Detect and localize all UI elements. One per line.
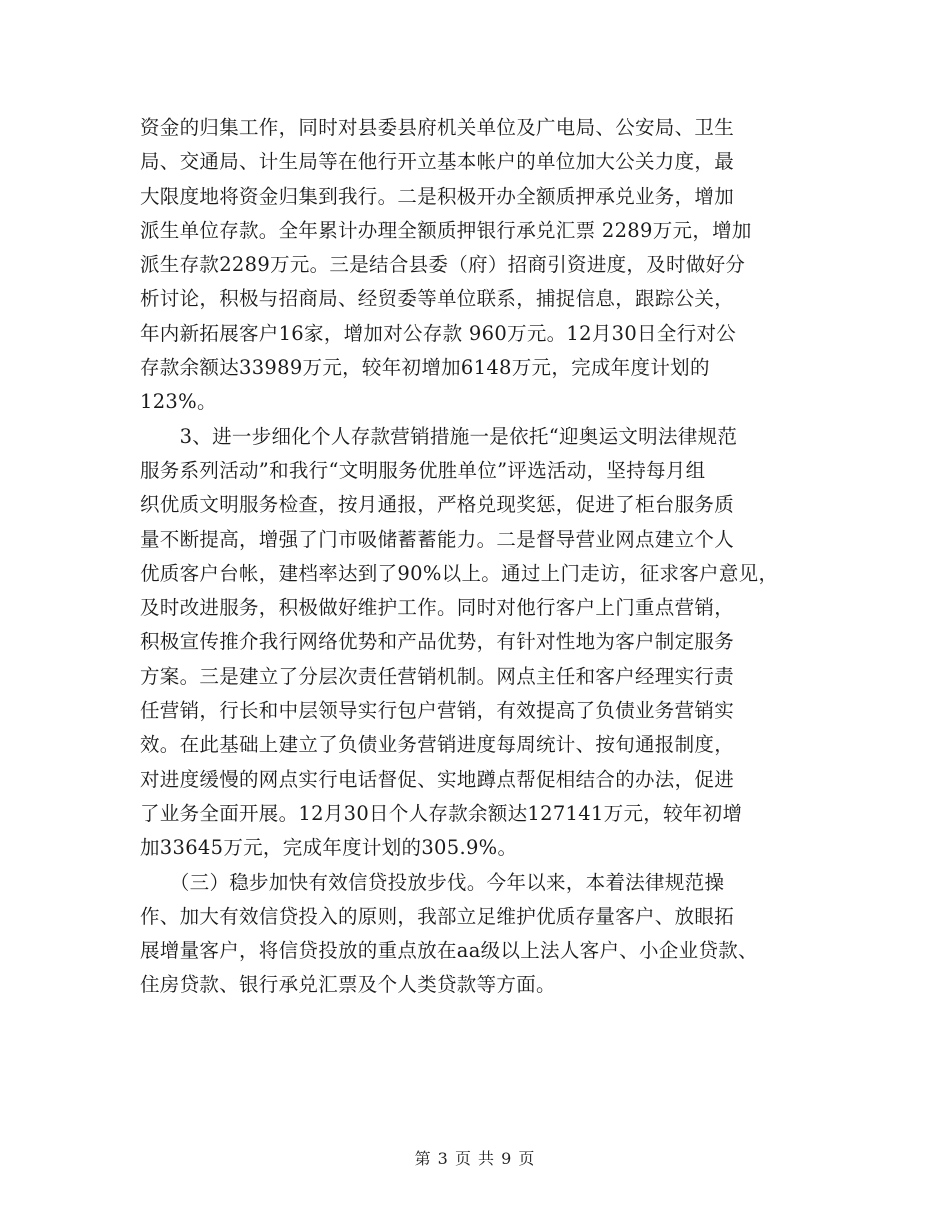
text-line: （三）稳步加快有效信贷投放步伐。今年以来，本着法律规范操 [140, 870, 725, 894]
text-line: 析讨论，积极与招商局、经贸委等单位联系，捕捉信息，跟踪公关， [140, 287, 735, 311]
text-line: 了业务全面开展。12月30日个人存款余额达127141万元，较年初增 [140, 801, 743, 825]
text-line: 对进度缓慢的网点实行电话督促、实地蹲点帮促相结合的办法，促进 [140, 767, 735, 791]
text-line: 量不断提高，增强了门市吸储蓄蓄能力。二是督导营业网点建立个人 [140, 527, 735, 551]
text-line: 局、交通局、计生局等在他行开立基本帐户的单位加大公关力度，最 [140, 150, 735, 174]
text-line: 及时改进服务，积极做好维护工作。同时对他行客户上门重点营销， [140, 596, 735, 620]
page-number-footer: 第 3 页 共 9 页 [414, 1149, 536, 1168]
text-line: 派生单位存款。全年累计办理全额质押银行承兑汇票 2289万元，增加 [140, 218, 752, 242]
text-line: 积极宣传推介我行网络优势和产品优势，有针对性地为客户制定服务 [140, 630, 735, 654]
text-line: 年内新拓展客户16家，增加对公存款 960万元。12月30日全行对公 [140, 321, 737, 345]
text-line: 住房贷款、银行承兑汇票及个人类贷款等方面。 [140, 973, 556, 997]
text-line: 任营销，行长和中层领导实行包户营销，有效提高了负债业务营销实 [140, 699, 735, 723]
text-line: 加33645万元，完成年度计划的305.9%。 [140, 836, 518, 860]
text-line: 123%。 [140, 390, 217, 414]
text-line: 作、加大有效信贷投入的原则，我部立足维护优质存量客户、放眼拓 [140, 904, 735, 928]
text-line: 服务系列活动”和我行“文明服务优胜单位”评选活动，坚持每月组 [140, 458, 706, 482]
text-line: 织优质文明服务检查，按月通报，严格兑现奖惩，促进了柜台服务质 [140, 493, 735, 517]
text-line: 大限度地将资金归集到我行。二是积极开办全额质押承兑业务，增加 [140, 184, 735, 208]
text-line: 派生存款2289万元。三是结合县委（府）招商引资进度，及时做好分 [140, 253, 746, 277]
text-line: 方案。三是建立了分层次责任营销机制。网点主任和客户经理实行责 [140, 664, 735, 688]
body-text [140, 111, 830, 1003]
text-line: 优质客户台帐，建档率达到了90%以上。通过上门走访，征求客户意见， [140, 561, 779, 585]
text-line: 资金的归集工作，同时对县委县府机关单位及广电局、公安局、卫生 [140, 116, 735, 139]
text-line: 展增量客户，将信贷投放的重点放在aa级以上法人客户、小企业贷款、 [140, 939, 758, 963]
text-line: 3、进一步细化个人存款营销措施一是依托“迎奥运文明法律规范 [140, 424, 738, 448]
text-line: 存款余额达33989万元，较年初增加6148万元，完成年度计划的 [140, 356, 710, 380]
text-line: 效。在此基础上建立了负债业务营销进度每周统计、按旬通报制度， [140, 733, 735, 757]
